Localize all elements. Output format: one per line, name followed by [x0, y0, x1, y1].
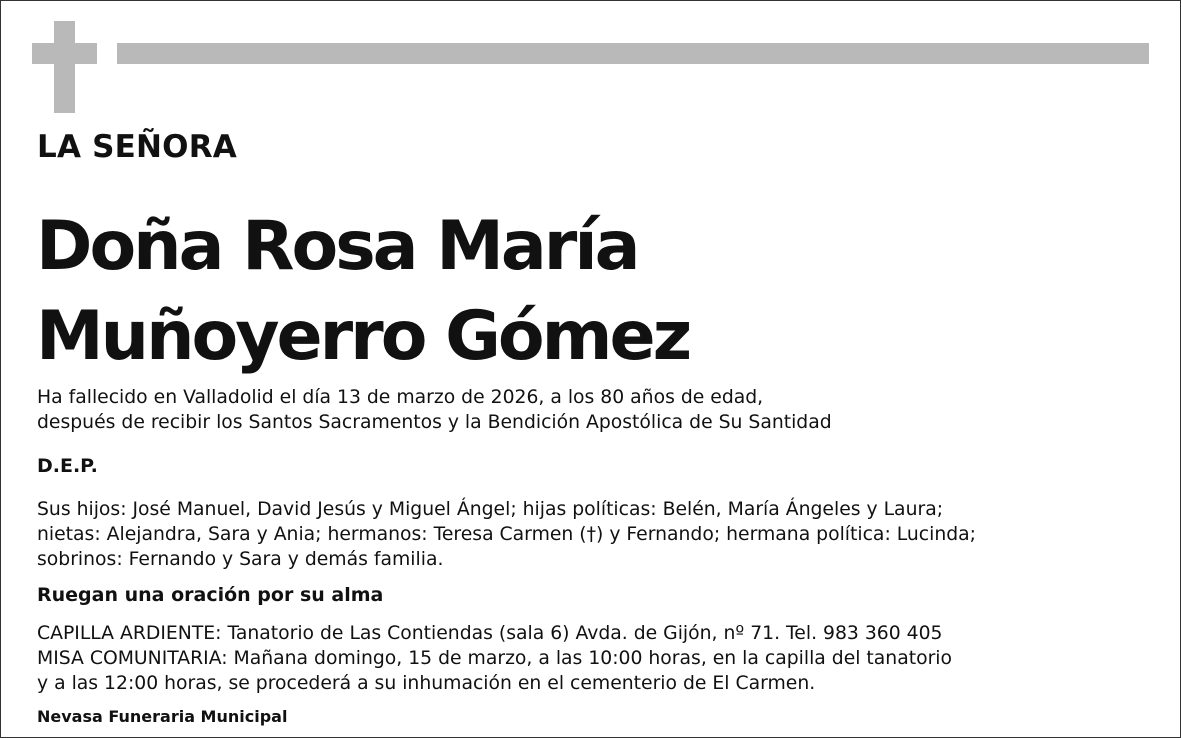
header-rule [117, 43, 1149, 64]
deceased-name [36, 202, 689, 382]
details-line: CAPILLA ARDIENTE: Tanatorio de Las Contiendas (sala 6) Avda. de Gijón, nº 71. Tel. 983 360 405 [37, 623, 943, 644]
details-line: MISA COMUNITARIA: Mañana domingo, 15 de marzo, a las 10:00 horas, en la capilla del tanatorio [37, 648, 953, 669]
family-line: Sus hijos: José Manuel, David Jesús y Miguel Ángel; hijas políticas: Belén, María Ángeles y Laura; [37, 499, 944, 520]
funeral-home: Nevasa Funeraria Municipal [37, 707, 288, 726]
title-label: LA SEÑORA [37, 129, 238, 165]
family-members [37, 497, 976, 572]
service-details [37, 621, 952, 696]
details-line: y a las 12:00 horas, se procederá a su inhumación en el cementerio de El Carmen. [37, 673, 816, 694]
death-announcement [37, 385, 832, 435]
cross-icon [54, 21, 75, 113]
announcement-line: después de recibir los Santos Sacramentos y la Bendición Apostólica de Su Santidad [37, 412, 832, 433]
family-line: sobrinos: Fernando y Sara y demás familia. [37, 549, 444, 570]
dep-label: D.E.P. [37, 455, 98, 477]
deceased-name-line-2: Muñoyerro Gómez [36, 297, 690, 376]
announcement-line: Ha fallecido en Valladolid el día 13 de marzo de 2026, a los 80 años de edad, [37, 387, 764, 408]
cross-icon [32, 43, 97, 64]
prayer-request: Ruegan una oración por su alma [37, 584, 384, 606]
deceased-name-line-1: Doña Rosa María [36, 207, 638, 286]
family-line: nietas: Alejandra, Sara y Ania; hermanos: Teresa Carmen (†) y Fernando; hermana política: Lucinda; [37, 524, 976, 545]
